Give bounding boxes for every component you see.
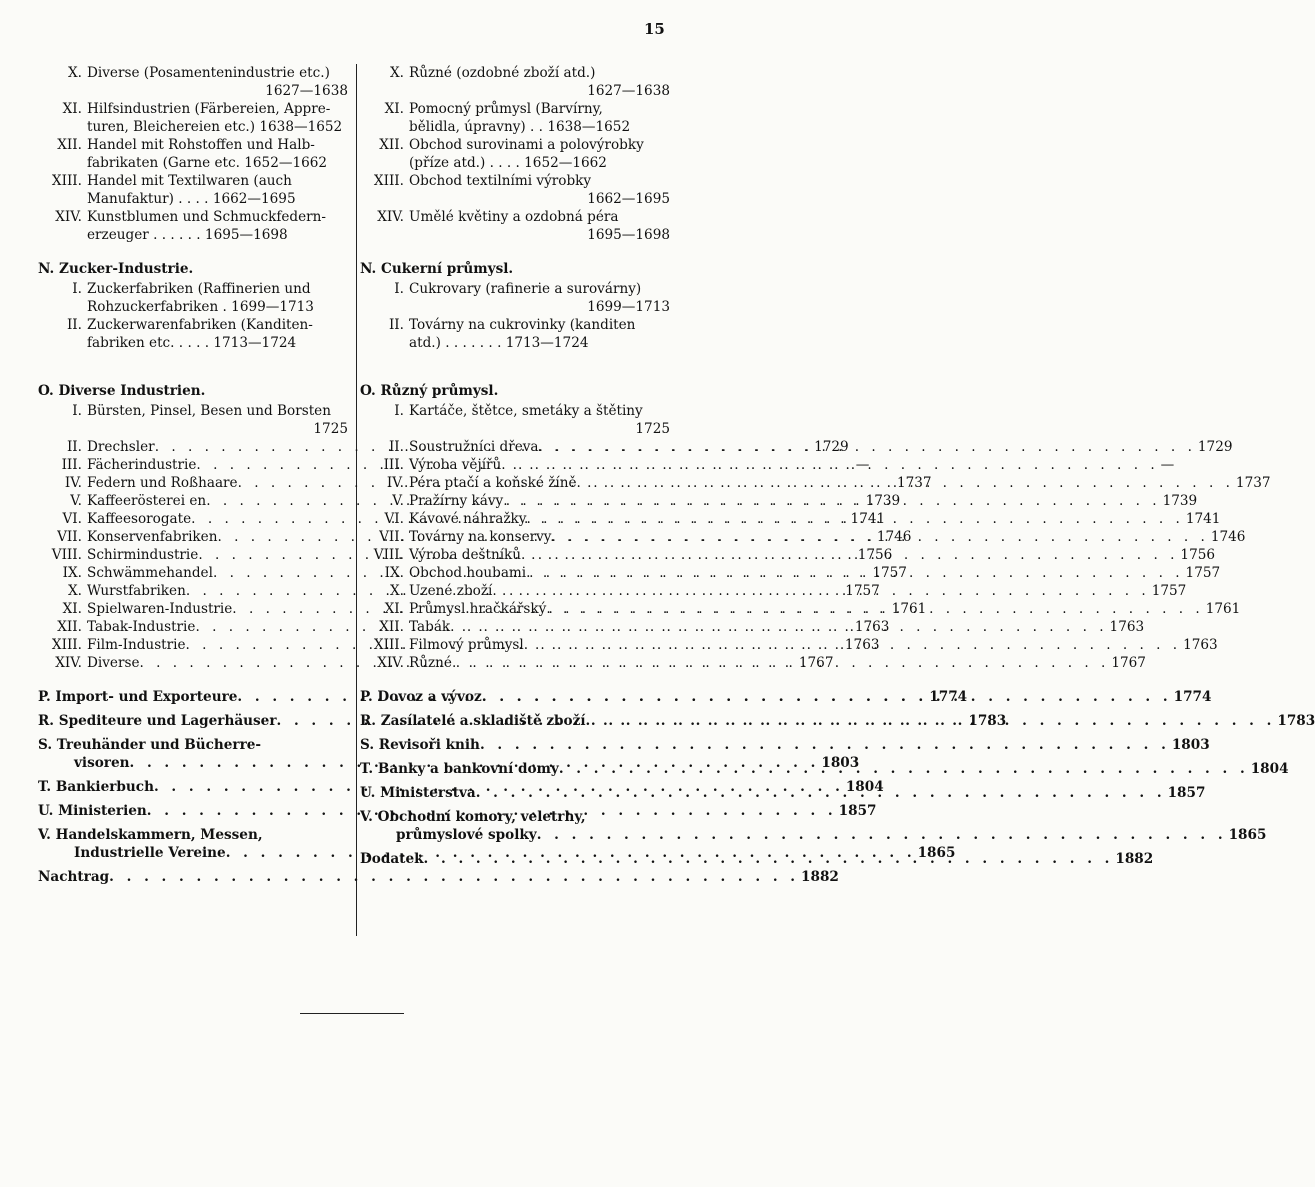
entry-page: 1739 (1162, 493, 1198, 509)
entry-page: 1737 (896, 475, 932, 491)
tail-page: 1865 (917, 845, 956, 861)
entry-text (409, 582, 1187, 600)
entry-number: XI. (62, 101, 82, 117)
entry-number: XIII. (373, 173, 404, 189)
entry-text (87, 280, 348, 316)
entry-label: Schwämmehandel (87, 565, 213, 581)
leader-dots (492, 582, 1149, 600)
tail-line (360, 688, 1212, 706)
right-section-n (360, 260, 670, 352)
index-columns (38, 64, 1315, 924)
entry-text (87, 64, 348, 100)
entry-line: atd.) . . . . . . . 1713—1724 (409, 335, 589, 351)
entry-page: 1729 (1197, 439, 1233, 455)
entry-label: Schirmindustrie (87, 547, 199, 563)
tail-page: 1783 (1277, 713, 1315, 729)
entry-number: XIV. (55, 209, 82, 225)
index-entry (360, 474, 1271, 492)
tail-label: T. Banky a bankovní domy (360, 761, 559, 777)
entry-text (409, 546, 1216, 564)
entry-label: Péra ptačí a koňské žíně (409, 475, 577, 491)
right-section-m (360, 64, 670, 244)
tail-page: 1804 (1250, 761, 1289, 777)
tail-page: 1783 (968, 713, 1007, 729)
tail-line (360, 712, 1315, 730)
entry-number: XII. (379, 137, 404, 153)
entry-number: XI. (62, 601, 82, 617)
entry-number: II. (66, 439, 82, 455)
leader-dots (476, 784, 1166, 802)
entry-label: Kávové náhražky (409, 511, 527, 527)
entry-text (409, 100, 670, 136)
tail-page: 1803 (821, 755, 860, 771)
entry-text (409, 438, 1233, 456)
index-entry (360, 618, 1145, 636)
entry-line: Zuckerfabriken (Raffinerien und (87, 281, 311, 297)
entry-number: XII. (379, 619, 404, 635)
index-entry (360, 600, 1241, 618)
entry-number: XIV. (55, 655, 82, 671)
tail-label: U. Ministerstva (360, 785, 476, 801)
entry-line: fabrikaten (Garne etc. 1652—1662 (87, 155, 328, 171)
entry-line: Cukrovary (rafinerie a surovárny) (409, 281, 642, 297)
entry-number: XIV. (377, 209, 404, 225)
entry-number: I. (72, 281, 82, 297)
index-entry (360, 546, 1216, 564)
index-entry (38, 402, 348, 438)
entry-line: bělidla, úpravny) . . 1638—1652 (409, 119, 631, 135)
section-heading: N. Cukerní průmysl. (360, 261, 514, 277)
entry-line: Handel mit Rohstoffen und Halb- (87, 137, 315, 153)
entry-line: Obchod surovinami a polovýrobky (409, 137, 644, 153)
index-entry (360, 492, 1198, 510)
tail-line (360, 826, 1267, 844)
leader-dots (537, 826, 1227, 844)
tail-label: P. Dovoz a vývoz (360, 689, 482, 705)
tail-page: 1857 (1167, 785, 1206, 801)
entry-page: 1757 (872, 565, 907, 581)
tail-entry (38, 868, 839, 886)
entry-number: X. (68, 65, 82, 81)
entry-number: X. (390, 65, 404, 81)
entry-number: XIII. (373, 637, 404, 653)
entry-number: XII. (57, 619, 82, 635)
leader-dots (521, 546, 1178, 564)
tail-label: V. Handelskammern, Messen, (38, 827, 263, 843)
tail-entry (360, 712, 1315, 730)
tail-entry (360, 688, 1212, 706)
entry-pages: 1627—1638 (265, 83, 348, 99)
tail-label: Dodatek (360, 851, 424, 867)
entry-page: 1756 (1180, 547, 1216, 563)
tail-label: V. Obchodní komory, veletrhy, (360, 809, 586, 825)
entry-label: Tabák (409, 619, 451, 635)
entry-text (409, 600, 1241, 618)
tail-page: 1804 (845, 779, 884, 795)
index-entry (38, 172, 348, 208)
entry-line: Kunstblumen und Schmuckfedern- (87, 209, 326, 225)
entry-number: III. (383, 457, 404, 473)
entry-line: 1699—1713 (587, 299, 670, 315)
tail-page: 1774 (1173, 689, 1212, 705)
entry-number: XI. (384, 101, 404, 117)
entry-line: erzeuger . . . . . . 1695—1698 (87, 227, 288, 243)
entry-text (409, 316, 670, 352)
entry-number: VII. (57, 529, 82, 545)
right-section-tail (360, 688, 1315, 868)
entry-number: X. (68, 583, 82, 599)
entry-page: 1767 (1111, 655, 1146, 671)
entry-label: Federn und Roßhaare (87, 475, 238, 491)
index-entry (360, 280, 670, 316)
entry-label: Obchod houbami (409, 565, 527, 581)
tail-line (38, 868, 839, 886)
leader-dots (501, 456, 1158, 474)
entry-line: Zuckerwarenfabriken (Kanditen- (87, 317, 313, 333)
entry-label: Továrny na konservy (409, 529, 552, 545)
leader-dots (424, 850, 1114, 868)
index-entry (360, 456, 1175, 474)
entry-page: 1739 (865, 493, 901, 509)
entry-number: X. (390, 583, 404, 599)
entry-label: Wurstfabriken (87, 583, 186, 599)
tail-label: U. Ministerien (38, 803, 147, 819)
section-heading: O. Diverse Industrien. (38, 383, 206, 399)
tail-label: R. Zasílatelé a skladiště zboží (360, 713, 586, 729)
leader-dots (539, 438, 1196, 456)
entry-number: VII. (379, 529, 404, 545)
index-entry (360, 100, 670, 136)
entry-line: turen, Bleichereien etc.) 1638—1652 (87, 119, 343, 135)
entry-page: 1746 (1210, 529, 1246, 545)
entry-label: Kaffeesorogate (87, 511, 192, 527)
entry-line: Diverse (Posamentenindustrie etc.) (87, 65, 330, 81)
tail-label: S. Revisoři knih (360, 737, 480, 753)
entry-page: 1757 (1151, 583, 1187, 599)
entry-label: Konservenfabriken (87, 529, 218, 545)
entry-number: VI. (384, 511, 404, 527)
entry-text (409, 654, 1146, 672)
tail-page: 1803 (1171, 737, 1210, 753)
index-entry (38, 100, 348, 136)
tail-entry (360, 736, 1210, 754)
entry-number: XI. (384, 601, 404, 617)
leader-dots (452, 654, 1109, 672)
section-heading: N. Zucker-Industrie. (38, 261, 194, 277)
tail-label: P. Import- und Exporteure (38, 689, 238, 705)
tail-page: 1865 (1228, 827, 1267, 843)
entry-number: VIII. (373, 547, 404, 563)
entry-label: Tabak-Industrie (87, 619, 196, 635)
index-entry (360, 582, 1187, 600)
entry-page: 1757 (1185, 565, 1221, 581)
entry-text (409, 456, 1175, 474)
entry-line: Bürsten, Pinsel, Besen und Borsten (87, 403, 331, 419)
leader-dots (551, 528, 1208, 546)
entry-text (409, 510, 1221, 528)
entry-number: XIII. (51, 173, 82, 189)
entry-page: 1741 (1185, 511, 1221, 527)
entry-pages: 1662—1695 (587, 191, 670, 207)
tail-page: 1774 (929, 689, 968, 705)
index-entry (38, 280, 348, 316)
index-entry (360, 438, 1233, 456)
entry-page: 1763 (844, 637, 880, 653)
tail-label-cont: visoren (74, 755, 130, 771)
entry-number: IX. (384, 565, 404, 581)
entry-page: 1763 (1109, 619, 1145, 635)
entry-line: Obchod textilními výrobky (409, 173, 592, 189)
entry-text (87, 208, 348, 244)
entry-page: 1767 (798, 655, 834, 671)
entry-page: — (855, 457, 870, 473)
entry-label: Uzené zboží (409, 583, 493, 599)
tail-page: 1882 (1115, 851, 1154, 867)
entry-page: 1729 (814, 439, 849, 455)
entry-pages: 1695—1698 (587, 227, 670, 243)
leader-dots (503, 492, 1160, 510)
index-entry (360, 528, 1246, 546)
entry-label: Průmysl hračkářský (409, 601, 547, 617)
entry-number: II. (388, 317, 404, 333)
tail-line (360, 736, 1210, 754)
czech-column (360, 64, 1315, 882)
entry-page: 1737 (1235, 475, 1271, 491)
entry-page: — (1160, 457, 1175, 473)
index-entry (360, 136, 670, 172)
left-section-n (38, 260, 348, 352)
leader-dots (450, 618, 1107, 636)
leader-dots (546, 600, 1203, 618)
index-entry (360, 316, 670, 352)
page-number: 15 (644, 20, 665, 38)
entry-number: I. (394, 281, 404, 297)
leader-dots (482, 688, 1172, 706)
tail-label-cont: Industrielle Vereine (74, 845, 226, 861)
entry-line: (příze atd.) . . . . 1652—1662 (409, 155, 607, 171)
entry-label: Výroba vějířů (409, 457, 502, 473)
tail-page: 1857 (838, 803, 877, 819)
entry-text (409, 280, 670, 316)
index-entry (38, 208, 348, 244)
entry-label: Kaffeerösterei en (87, 493, 207, 509)
entry-label: Drechsler (87, 439, 155, 455)
entry-page: 1761 (1205, 601, 1241, 617)
entry-label: Spielwaren-Industrie (87, 601, 233, 617)
entry-number: VIII. (51, 547, 82, 563)
entry-text (409, 564, 1221, 582)
index-entry (360, 172, 670, 208)
entry-text (87, 100, 348, 136)
tail-label: S. Treuhänder und Bücherre- (38, 737, 262, 753)
index-entry (38, 316, 348, 352)
tail-label: T. Bankierbuch (38, 779, 154, 795)
entry-page: 1763 (1183, 637, 1218, 653)
tail-label-cont: průmyslové spolky (396, 827, 537, 843)
entry-label: Různé (409, 655, 452, 671)
entry-number: IV. (386, 475, 404, 491)
entry-number: V. (70, 493, 82, 509)
entry-line: Továrny na cukrovinky (kanditen (409, 317, 636, 333)
entry-number: XII. (57, 137, 82, 153)
index-entry (360, 402, 670, 438)
entry-line: Kartáče, štětce, smetáky a štětiny (409, 403, 643, 419)
closing-rule (300, 1013, 404, 1014)
entry-line: Rohzuckerfabriken . 1699—1713 (87, 299, 314, 315)
entry-label: Film-Industrie (87, 637, 186, 653)
entry-text (409, 208, 670, 244)
entry-pages: 1627—1638 (587, 83, 670, 99)
leader-dots (586, 712, 1276, 730)
entry-number: V. (392, 493, 404, 509)
tail-page: 1882 (801, 869, 839, 885)
entry-label: Pražírny kávy (409, 493, 504, 509)
entry-page: 1741 (850, 511, 886, 527)
entry-line: Manufaktur) . . . . 1662—1695 (87, 191, 296, 207)
right-section-o (360, 382, 1271, 672)
leader-dots (480, 736, 1170, 754)
entry-text (409, 618, 1144, 636)
entry-text (87, 402, 348, 438)
index-entry (360, 510, 1221, 528)
index-entry (360, 208, 670, 244)
entry-page: 1761 (891, 601, 927, 617)
entry-line: Handel mit Textilwaren (auch (87, 173, 292, 189)
entry-text (409, 492, 1198, 510)
left-section-m (38, 64, 348, 244)
leader-dots (526, 564, 1183, 582)
entry-label: Fächerindustrie (87, 457, 197, 473)
entry-page: 1756 (857, 547, 893, 563)
entry-pages: 1725 (635, 421, 670, 437)
entry-line: Umělé květiny a ozdobná péra (409, 209, 619, 225)
entry-page: 1757 (845, 583, 880, 599)
entry-line: Různé (ozdobné zboží atd.) (409, 65, 596, 81)
index-entry (360, 64, 670, 100)
entry-text (409, 474, 1271, 492)
entry-text (409, 528, 1246, 546)
section-heading: O. Různý průmysl. (360, 383, 499, 399)
entry-number: III. (61, 457, 82, 473)
entry-label: Soustružníci dřeva (409, 439, 539, 455)
leader-dots (559, 760, 1249, 778)
entry-label: Diverse (87, 655, 140, 671)
entry-number: IX. (62, 565, 82, 581)
entry-text (87, 316, 348, 352)
entry-line: fabriken etc. . . . . 1713—1724 (87, 335, 297, 351)
leader-dots (524, 636, 1181, 654)
entry-text (409, 402, 670, 438)
entry-text (409, 64, 670, 100)
entry-text (409, 136, 670, 172)
index-entry (38, 64, 348, 100)
entry-number: XIV. (377, 655, 404, 671)
tail-label: Nachtrag (38, 869, 110, 885)
entry-line: Hilfsindustrien (Färbereien, Appre- (87, 101, 331, 117)
entry-number: I. (72, 403, 82, 419)
entry-page: 1746 (876, 529, 912, 545)
leader-dots (526, 510, 1183, 528)
entry-label: Výroba deštníků (409, 547, 522, 563)
entry-text (87, 172, 348, 208)
tail-label: R. Spediteure und Lagerhäuser (38, 713, 277, 729)
entry-number: II. (388, 439, 404, 455)
entry-line: Pomocný průmysl (Barvírny, (409, 101, 603, 117)
entry-label: Filmový průmysl (409, 637, 524, 653)
entry-text (409, 636, 1218, 654)
entry-number: XIII. (51, 637, 82, 653)
index-entry (38, 136, 348, 172)
entry-text (87, 136, 348, 172)
entry-text (409, 172, 670, 208)
entry-page: 1763 (854, 619, 890, 635)
entry-number: II. (66, 317, 82, 333)
leader-dots (577, 474, 1234, 492)
index-entry (360, 564, 1221, 582)
entry-pages: 1725 (313, 421, 348, 437)
entry-number: VI. (62, 511, 82, 527)
index-entry (360, 654, 1146, 672)
entry-number: I. (394, 403, 404, 419)
index-entry (360, 636, 1218, 654)
entry-number: IV. (64, 475, 82, 491)
